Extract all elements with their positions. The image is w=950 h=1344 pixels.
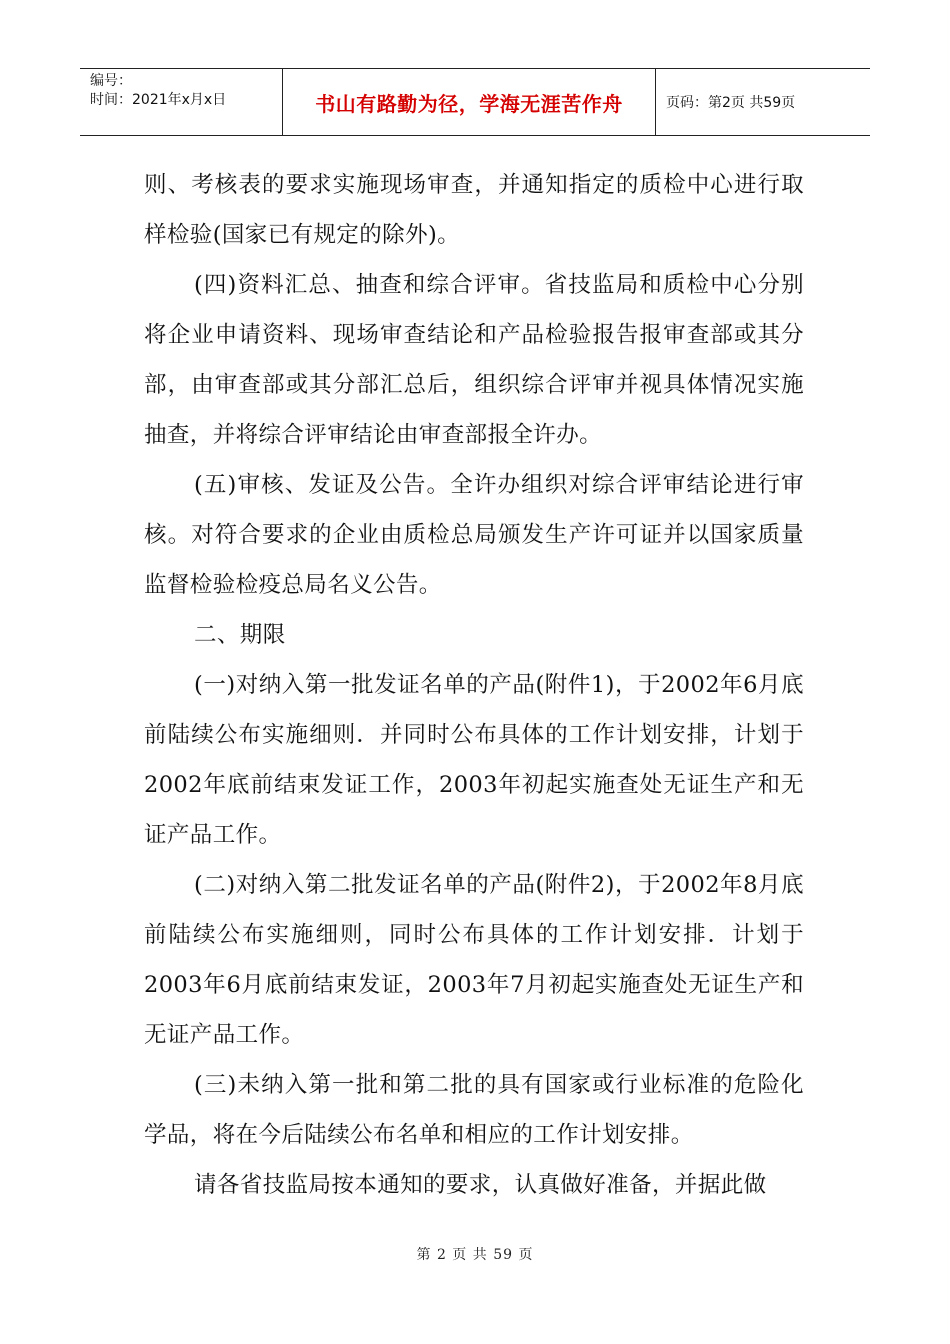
page-footer: 第 2 页 共 59 页 [416,1247,534,1263]
paragraph-step-5: (五)审核、发证及公告。全许办组织对综合评审结论进行审核。对符合要求的企业由质检总局颁发生产许可证并以国家质量监督检验检疫总局名义公告。 [144,472,804,598]
document-body [144,160,804,1210]
header-page-cell [656,69,870,135]
paragraph-continuation: 则、考核表的要求实施现场审查，并通知指定的质检中心进行取样检验(国家已有规定的除外)。 [144,172,804,248]
paragraph-deadline-2: (二)对纳入第二批发证名单的产品(附件2)，于2002年8月底前陆续公布实施细则，同时公布具体的工作计划安排．计划于2003年6月底前结束发证，2003年7月初起实施查处无证生产和无证产品工作。 [144,872,804,1048]
header-motto: 书山有路勤为径，学海无涯苦作舟 [315,91,623,116]
document-date-label: 时间：2021年x月x日 [90,92,227,108]
paragraph-deadline-3: (三)未纳入第一批和第二批的具有国家或行业标准的危险化学品，将在今后陆续公布名单和相应的工作计划安排。 [144,1072,804,1148]
header-meta-cell [80,69,283,135]
document-number-label: 编号： [90,73,132,89]
paragraph-closing: 请各省技监局按本通知的要求，认真做好准备，并据此做 [194,1172,767,1198]
page-header [80,68,870,136]
section-heading-deadlines: 二、期限 [194,622,286,648]
paragraph-deadline-1: (一)对纳入第一批发证名单的产品(附件1)，于2002年6月底前陆续公布实施细则．并同时公布具体的工作计划安排，计划于2002年底前结束发证工作，2003年初起实施查处无证生产和无证产品工作。 [144,672,804,848]
header-motto-cell [283,69,656,135]
header-page-label: 页码：第2页 共59页 [666,95,796,111]
paragraph-step-4: (四)资料汇总、抽查和综合评审。省技监局和质检中心分别将企业申请资料、现场审查结论和产品检验报告报审查部或其分部，由审查部或其分部汇总后，组织综合评审并视具体情况实施抽查，并将综合评审结论由审查部报全许办。 [144,272,804,448]
